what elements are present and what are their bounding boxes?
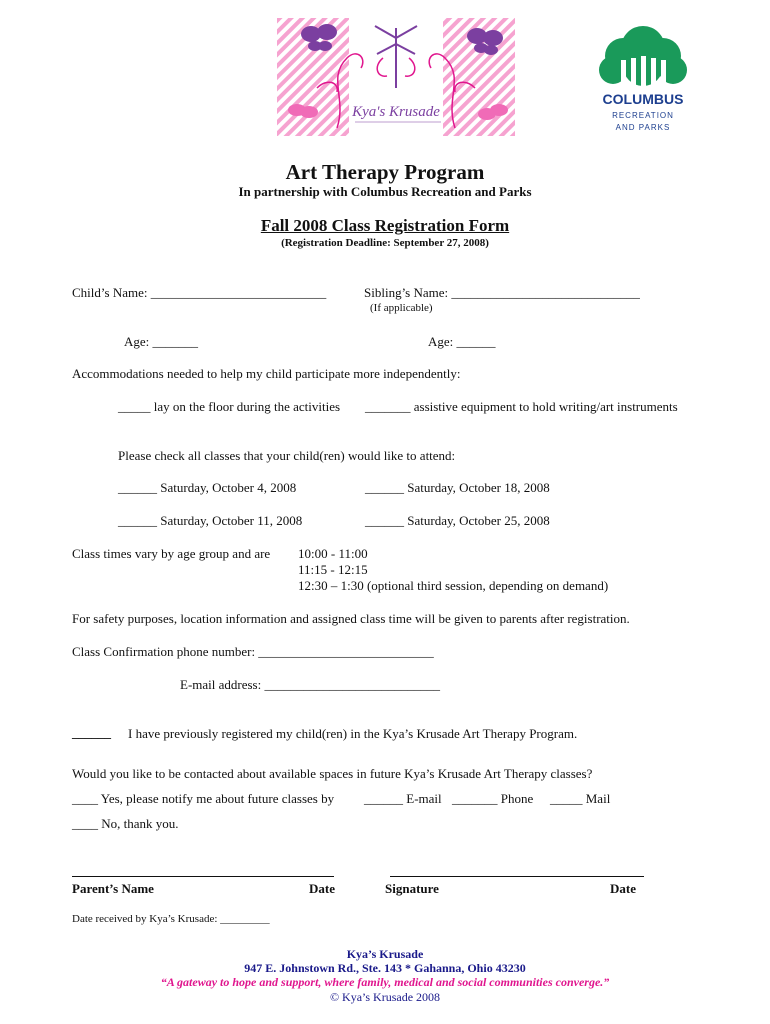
class-time-2: 11:15 - 12:15	[298, 562, 368, 577]
signature-date-label: Date	[610, 881, 636, 896]
signature-line[interactable]	[390, 876, 644, 877]
accommodation-floor-option[interactable]: _____ lay on the floor during the activities	[118, 399, 341, 414]
notify-email-option[interactable]: ______ E-mail	[364, 791, 442, 806]
crp-logo-line1: RECREATION	[612, 111, 674, 120]
kya-logo-text: Kya's Krusade	[352, 104, 440, 120]
columbus-recreation-parks-logo	[593, 20, 693, 135]
footer-tagline: “A gateway to hope and support, where family, medical and social communities converge.”	[160, 975, 610, 989]
footer-copyright: © Kya’s Krusade 2008	[329, 990, 441, 1004]
previously-registered-text: I have previously registered my child(ren) in the Kya’s Krusade Art Therapy Program.	[128, 726, 578, 741]
footer-org-name: Kya’s Krusade	[346, 947, 424, 961]
classes-prompt: Please check all classes that your child(ren) would like to attend:	[118, 448, 456, 463]
registration-deadline: (Registration Deadline: September 27, 2008)	[281, 237, 489, 249]
parent-signature-line[interactable]	[72, 876, 334, 877]
previously-registered-blank[interactable]: ______	[72, 725, 111, 740]
accommodations-question: Accommodations needed to help my child participate more independently:	[72, 366, 461, 381]
class-oct-18[interactable]: ______ Saturday, October 18, 2008	[365, 480, 550, 495]
childs-name-field[interactable]: Child’s Name: ___________________________	[72, 285, 327, 300]
class-oct-11[interactable]: ______ Saturday, October 11, 2008	[118, 513, 303, 528]
class-times-label: Class times vary by age group and are	[72, 546, 271, 561]
safety-note: For safety purposes, location information and assigned class time will be given to parents after registration.	[72, 611, 630, 626]
sibling-age-field[interactable]: Age: ______	[428, 334, 496, 349]
class-oct-25[interactable]: ______ Saturday, October 25, 2008	[365, 513, 550, 528]
child-age-field[interactable]: Age: _______	[124, 334, 199, 349]
footer-address: 947 E. Johnstown Rd., Ste. 143 * Gahanna, Ohio 43230	[244, 961, 526, 975]
notify-mail-option[interactable]: _____ Mail	[550, 791, 611, 806]
class-time-3: 12:30 – 1:30 (optional third session, depending on demand)	[298, 578, 609, 593]
class-time-1: 10:00 - 11:00	[298, 546, 368, 561]
date-received-field: Date received by Kya’s Krusade: _________	[72, 913, 270, 925]
accommodation-equipment-option[interactable]: _______ assistive equipment to hold writing/art instruments	[365, 399, 678, 414]
crp-logo-name: COLUMBUS	[602, 91, 684, 107]
notify-yes-option[interactable]: ____ Yes, please notify me about future classes by	[72, 791, 335, 806]
confirmation-phone-field[interactable]: Class Confirmation phone number: ___________________________	[72, 644, 434, 659]
partnership-subtitle: In partnership with Columbus Recreation and Parks	[238, 184, 532, 199]
page-title: Art Therapy Program	[285, 160, 485, 184]
parents-name-label: Parent’s Name	[72, 881, 154, 896]
siblings-name-field[interactable]: Sibling’s Name: _____________________________	[364, 285, 640, 300]
class-oct-4[interactable]: ______ Saturday, October 4, 2008	[118, 480, 297, 495]
email-address-field[interactable]: E-mail address: ___________________________	[180, 677, 440, 692]
form-title: Fall 2008 Class Registration Form	[260, 216, 510, 235]
kyas-krusade-logo	[277, 18, 515, 136]
parent-date-label: Date	[309, 881, 335, 896]
if-applicable-note: (If applicable)	[370, 302, 433, 314]
future-classes-question: Would you like to be contacted about available spaces in future Kya’s Krusade Art Therapy classes?	[72, 766, 593, 781]
signature-label: Signature	[385, 881, 439, 896]
crp-logo-line2: AND PARKS	[615, 123, 671, 132]
notify-phone-option[interactable]: _______ Phone	[452, 791, 534, 806]
notify-no-option[interactable]: ____ No, thank you.	[72, 816, 179, 831]
